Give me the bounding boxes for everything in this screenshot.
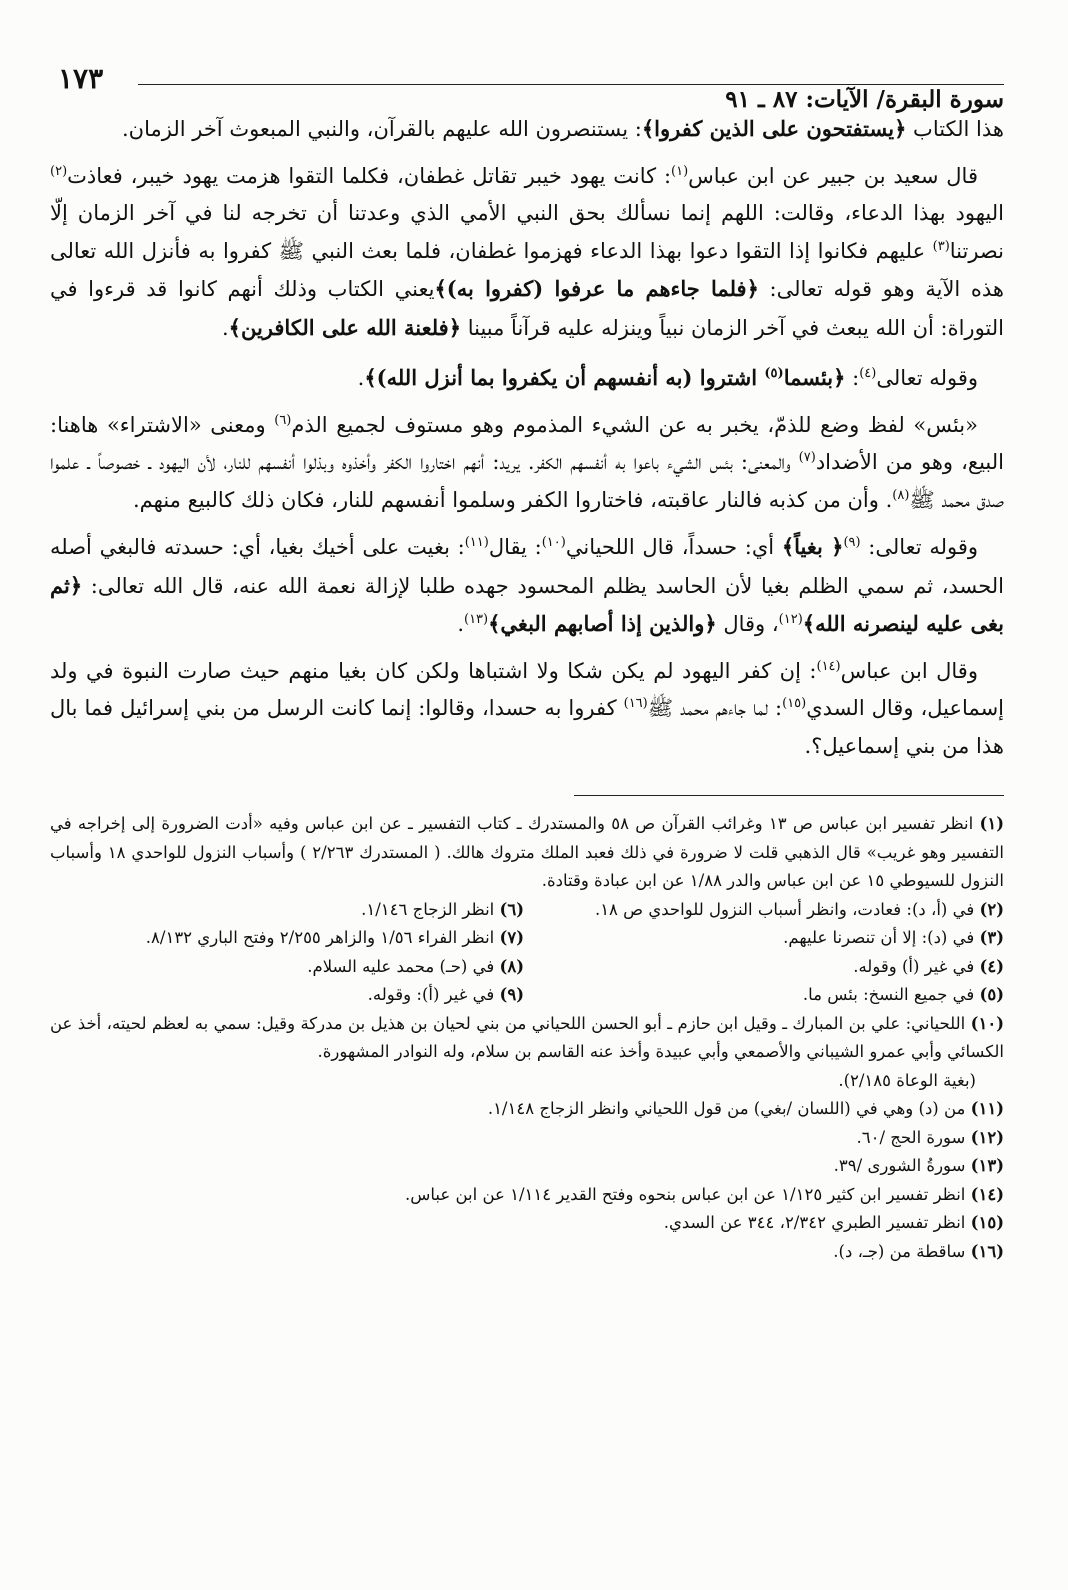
footnote: (٩) في غير (أ): وقوله. — [367, 985, 524, 1004]
footnote-source: (بغية الوعاة ٢/١٨٥). — [838, 1070, 976, 1090]
paragraph: قال سعيد بن جبير عن ابن عباس$^{(١)}$: كانت يهود خيبر تقاتل غطفان، فكلما التقوا هزمت يهود خيبر، فعاذت$^{(٢)}$ اليهود بهذا الدعاء، وقالت: اللهم إنما نسألك بحق النبي الأمي الذي وعدتنا أن تخرجه لنا في آخر الزمان إلّا نصرتنا$^{(٣)}$ عليهم فكانوا إذا التقوا دعوا بهذا الدعاء فهزموا غطفان، فلما بعث النبي ﷺ كفروا به فأنزل الله تعالى هذه الآية وهو قوله تعالى: ﴿فلما جاءهم ما عرفوا (كفروا به)﴾يعني الكتاب وذلك أنهم كانوا قد قرءوا في التوراة: أن الله يبعث في آخر الزمان نبياً وينزله عليه قرآناً مبينا ﴿فلعنة الله على الكافرين﴾. — [50, 163, 1004, 340]
footnote-ref: (٦) — [274, 412, 292, 428]
footnote-ref: (٤) — [859, 366, 877, 381]
footnote: (١١) من (د) وهي في (اللسان /بغي) من قول اللحياني وانظر الزجاج ١/١٤٨. — [487, 1099, 1004, 1118]
quran-quote: ﴿فلعنة الله على الكافرين﴾ — [228, 314, 462, 340]
quran-quote: ﴿بئسما$^{(٥)}$ اشتروا (به أنفسهم أن يكفروا بما أنزل الله)﴾ — [364, 365, 846, 390]
footnote: (١) انظر تفسير ابن عباس ص ١٣ وغرائب القرآن ص ٥٨ والمستدرك ـ كتاب التفسير ـ عن ابن عباس وفيه «أدت الضرورة إلى إخراجه في التفسير وهو غريب» قال الذهبي قلت لا ضرورة في ذلك فعبد الملك متروك هالك. ( المستدرك ٢/٢٦٣ ) وأسباب النزول للواحدي ١٨ وأسباب النزول للسيوطي ١٥ عن ابن عباس والدر ١/٨٨ عن ابن عبادة وقتادة. — [50, 814, 1004, 890]
footnote: (٥) في جميع النسخ: بئس ما. — [802, 985, 1004, 1004]
footnote-ref: (٩) — [843, 535, 861, 550]
page-header — [50, 56, 1004, 113]
footnote: (١٥) انظر تفسير الطبري ٢/٣٤٢، ٣٤٤ عن السدي. — [663, 1213, 1004, 1232]
footnote-ref: (١٣) — [464, 612, 489, 627]
surah-title: سورة البقرة/ الآيات: ٨٧ ـ ٩١ — [725, 86, 1004, 113]
footnote: (١٢) سورة الحج /٦٠. — [856, 1127, 1004, 1147]
footnote-ref: (١٢) — [778, 612, 803, 627]
paragraph: هذا الكتاب ﴿يستفتحون على الذين كفروا﴾: يستنصرون الله عليهم بالقرآن، والنبي المبعوث آخر الزمان. — [122, 116, 1004, 141]
footnote-ref: (٥) — [764, 366, 784, 381]
footnote-ref: (٨) — [892, 487, 910, 503]
footnote: (١٣) سورةُ الشورى /٣٩. — [833, 1156, 1004, 1175]
footnote: (٤) في غير (أ) وقوله. — [853, 956, 1004, 976]
quran-quote: ﴿ثم بغى عليه لينصرنه الله﴾ — [50, 572, 1004, 636]
page-number: ١٧٣ — [58, 62, 104, 95]
paragraph: وقال ابن عباس$^{(١٤)}$: إن كفر اليهود لم يكن شكا ولا اشتباها ولكن كان بغيا منهم حيث صارت النبوة في ولد إسماعيل، وقال السدي$^{(١٥)}$: لما جاءهم محمد ﷺ$^{(١٦)}$ كفروا به حسدا، وقالوا: إنما كانت الرسل من بني إسرائيل فما بال هذا من بني إسماعيل؟. — [50, 658, 1004, 758]
footnote-ref: (١) — [671, 163, 689, 179]
footnote-row — [50, 896, 1004, 1010]
footnote-separator — [574, 795, 1004, 796]
footnote: (١٠) اللحياني: علي بن المبارك ـ وقيل ابن حازم ـ أبو الحسن اللحياني من بني لحيان بن هذيل بن مدركة وقيل: سمي به لعظم لحيته، أخذ عن الكسائي وأبي عمرو الشيباني والأصمعي وأبي عبيدة وأخذ عنه القاسم بن سلام، وله النوادر المشهورة. — [50, 1013, 1004, 1061]
quran-quote: ﴿والذين إذا أصابهم البغي﴾ — [488, 611, 717, 636]
footnotes — [50, 810, 1004, 1266]
footnote-ref: (١٦) — [623, 696, 648, 711]
footnote-ref: (٢) — [50, 163, 68, 179]
footnote-ref: (١٤) — [816, 658, 841, 674]
footnote: (٣) في (د): إلا أن تنصرنا عليهم. — [783, 928, 1004, 947]
footnote: (٦) انظر الزجاج ١/١٤٦. — [361, 899, 524, 919]
quran-quote: ﴿فلما جاءهم ما عرفوا (كفروا به)﴾ — [434, 276, 759, 301]
paragraph: «بئس» لفظ وضع للذمّ، يخبر به عن الشيء المذموم وهو مستوف لجميع الذم$^{(٦)}$ ومعنى «الاشتراء» هاهنا: البيع، وهو من الأضداد$^{(٧)}$ والمعنى: بئس الشيء باعوا به أنفسهم الكفر. يريد: أنهم اختاروا الكفر وأخذوه وبذلوا أنفسهم للنار، لأن اليهود ـ خصوصاً ـ علموا صدق محمد ﷺ$^{(٨)}$. وأن من كذبه فالنار عاقبته، فاختاروا الكفر وسلموا أنفسهم للنار، فكان ذلك كالبيع منهم. — [50, 412, 1004, 512]
quran-quote: ﴿ بغياً﴾ — [781, 534, 844, 559]
paragraph: وقوله تعالى: $^{(٩)}$﴿ بغياً﴾ أي: حسداً، قال اللحياني$^{(١٠)}$: يقال$^{(١١)}$: بغيت على أخيك بغيا، أي: حسدته فالبغي أصله الحسد، ثم سمي الظلم بغيا لأن الحاسد يظلم المحسود جهده طلبا لإزالة نعمة الله عنه، قال الله تعالى: ﴿ثم بغى عليه لينصرنه الله﴾$^{(١٢)}$، وقال ﴿والذين إذا أصابهم البغي﴾$^{(١٣)}$. — [50, 534, 1004, 636]
footnote: (١٦) ساقطة من (جـ، د). — [833, 1241, 1004, 1261]
footnote-column — [544, 896, 1004, 1010]
footnote: (٢) في (أ، د): فعادت، وانظر أسباب النزول للواحدي ص ١٨. — [594, 899, 1004, 919]
header-rule — [138, 84, 1004, 85]
footnote-ref: (٣) — [932, 238, 950, 254]
footnote-ref: (١٥) — [782, 696, 807, 711]
footnote-column — [146, 896, 524, 1010]
paragraph: وقوله تعالى$^{(٤)}$: ﴿بئسما$^{(٥)}$ اشتروا (به أنفسهم أن يكفروا بما أنزل الله)﴾. — [357, 365, 978, 390]
main-text — [50, 110, 1004, 765]
footnote-ref: (١١) — [464, 535, 489, 550]
footnote: (١٤) انظر تفسير ابن كثير ١/١٢٥ عن ابن عباس بنحوه وفتح القدير ١/١١٤ عن ابن عباس. — [404, 1184, 1004, 1204]
quran-quote: ﴿يستفتحون على الذين كفروا﴾ — [641, 116, 907, 141]
footnote-ref: (٧) — [798, 450, 816, 465]
footnote: (٧) انظر الفراء ١/٥٦ والزاهر ٢/٢٥٥ وفتح الباري ٨/١٣٢. — [145, 928, 524, 947]
footnote: (٨) في (حـ) محمد عليه السلام. — [307, 956, 524, 976]
footnote-ref: (١٠) — [541, 535, 566, 550]
